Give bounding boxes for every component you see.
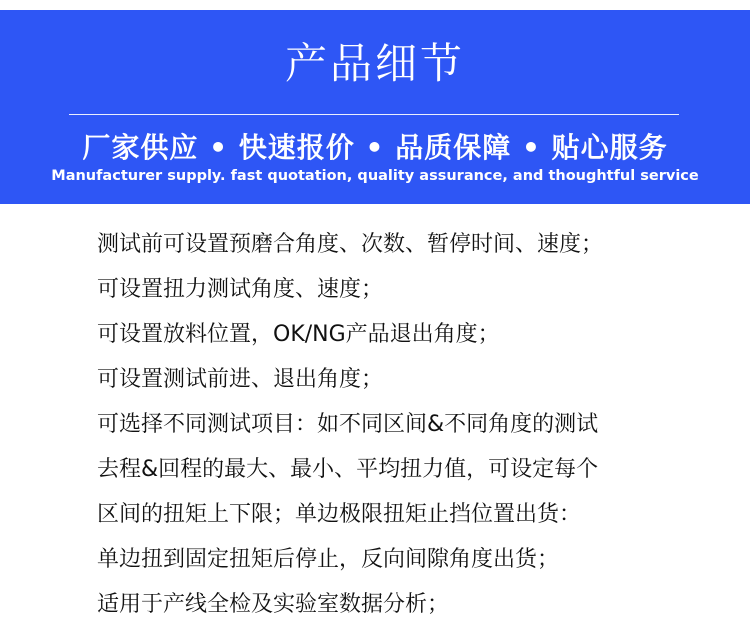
feature-line: 可选择不同测试项目：如不同区间&不同角度的测试 <box>97 412 599 437</box>
feature-line: 单边扭到固定扭矩后停止，反向间隙角度出货； <box>97 547 560 572</box>
feature-list <box>97 222 697 627</box>
feature-line: 区间的扭矩上下限；单边极限扭矩止挡位置出货： <box>97 502 582 527</box>
banner-subtitle-chinese: 厂家供应 • 快速报价 • 品质保障 • 贴心服务 <box>82 131 668 164</box>
banner-title: 产品细节 <box>284 39 465 88</box>
feature-line: 适用于产线全检及实验室数据分析； <box>97 592 450 617</box>
banner-subtitle-english: Manufacturer supply. fast quotation, quality assurance, and thoughtful service <box>51 168 699 184</box>
feature-line: 可设置测试前进、退出角度； <box>97 367 384 392</box>
banner-divider <box>69 114 679 115</box>
feature-line: 可设置扭力测试角度、速度； <box>97 277 384 302</box>
feature-line: 测试前可设置预磨合角度、次数、暂停时间、速度； <box>97 232 604 257</box>
feature-line: 去程&回程的最大、最小、平均扭力值，可设定每个 <box>97 457 599 482</box>
feature-line: 可设置放料位置，OK/NG产品退出角度； <box>97 322 500 347</box>
